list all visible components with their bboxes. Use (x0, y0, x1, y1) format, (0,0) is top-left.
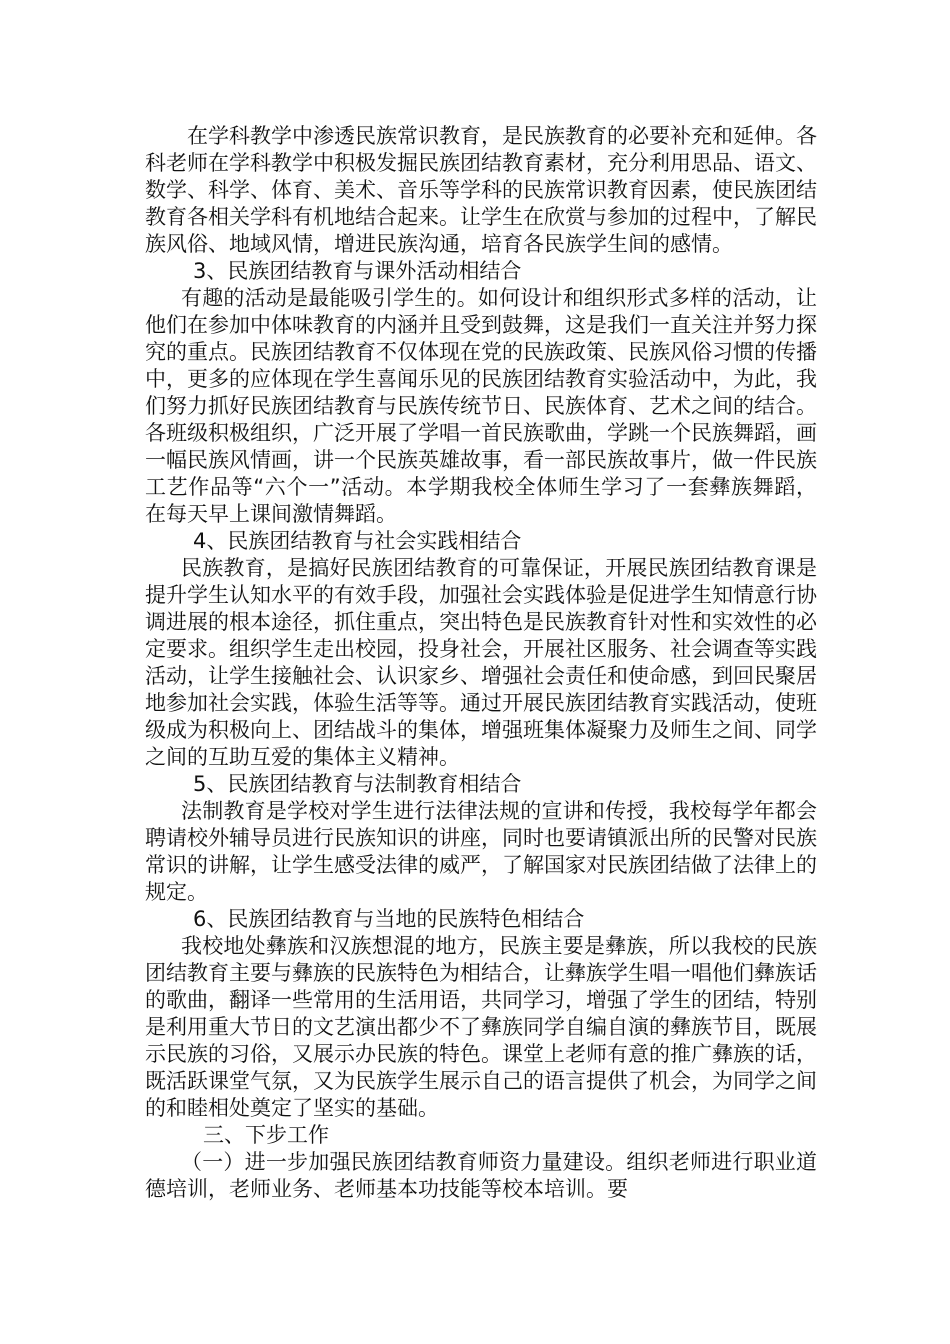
heading-local-ethnic-features: 6、民族团结教育与当地的民族特色相结合 (193, 907, 585, 931)
heading-social-practice: 4、民族团结教育与社会实践相结合 (193, 529, 522, 553)
paragraph-local-ethnic-features: 我校地处彝族和汉族想混的地方，民族主要是彝族，所以我校的民族团结教育主要与彝族的民族特色为相结合，让彝族学生唱一唱他们彝族话的歌曲，翻译一些常用的生活用语，共同学习，增强了学生的团结，特别是利用重大节日的文艺演出都少不了彝族同学自编自演的彝族节目，既展示民族的习俗，又展示办民族的特色。课堂上老师有意的推广彝族的话，既活跃课堂气氛，又为民族学生展示自己的语言提供了机会，为同学之间的和睦相处奠定了坚实的基础。 (145, 934, 817, 1120)
document-page (145, 123, 817, 1203)
paragraph-social-practice: 民族教育，是搞好民族团结教育的可靠保证，开展民族团结教育课是提升学生认知水平的有效手段，加强社会实践体验是促进学生知情意行协调进展的根本途径，抓住重点，突出特色是民族教育针对性和实效性的必定要求。组织学生走出校园，投身社会，开展社区服务、社会调查等实践活动，让学生接触社会、认识家乡、增强社会责任和使命感，到回民聚居地参加社会实践，体验生活等等。通过开展民族团结教育实践活动，使班级成为积极向上、团结战斗的集体，增强班集体凝聚力及师生之间、同学之间的互助互爱的集体主义精神。 (145, 556, 817, 769)
paragraph-next-steps-1: （一）进一步加强民族团结教育师资力量建设。组织老师进行职业道德培训，老师业务、老师基本功技能等校本培训。要 (145, 1150, 817, 1201)
heading-extracurricular: 3、民族团结教育与课外活动相结合 (193, 259, 522, 283)
heading-legal-education: 5、民族团结教育与法制教育相结合 (193, 772, 522, 796)
section-heading-next-steps: 三、下步工作 (203, 1123, 329, 1147)
paragraph-extracurricular: 有趣的活动是最能吸引学生的。如何设计和组织形式多样的活动，让他们在参加中体味教育的内涵并且受到鼓舞，这是我们一直关注并努力探究的重点。民族团结教育不仅体现在党的民族政策、民族风俗习惯的传播中，更多的应体现在学生喜闻乐见的民族团结教育实验活动中，为此，我们努力抓好民族团结教育与民族传统节日、民族体育、艺术之间的结合。各班级积极组织，广泛开展了学唱一首民族歌曲，学跳一个民族舞蹈，画一幅民族风情画，讲一个民族英雄故事，看一部民族故事片，做一件民族工艺作品等“六个一”活动。本学期我校全体师生学习了一套彝族舞蹈，在每天早上课间激情舞蹈。 (145, 286, 817, 526)
paragraph-legal-education: 法制教育是学校对学生进行法律法规的宣讲和传授，我校每学年都会聘请校外辅导员进行民族知识的讲座，同时也要请镇派出所的民警对民族常识的讲解，让学生感受法律的威严，了解国家对民族团结做了法律上的规定。 (145, 799, 817, 904)
paragraph-subject-teaching: 在学科教学中渗透民族常识教育，是民族教育的必要补充和延伸。各科老师在学科教学中积极发掘民族团结教育素材，充分利用思品、语文、数学、科学、体育、美术、音乐等学科的民族常识教育因素，使民族团结教育各相关学科有机地结合起来。让学生在欣赏与参加的过程中，了解民族风俗、地域风情，增进民族沟通，培育各民族学生间的感情。 (145, 124, 817, 256)
